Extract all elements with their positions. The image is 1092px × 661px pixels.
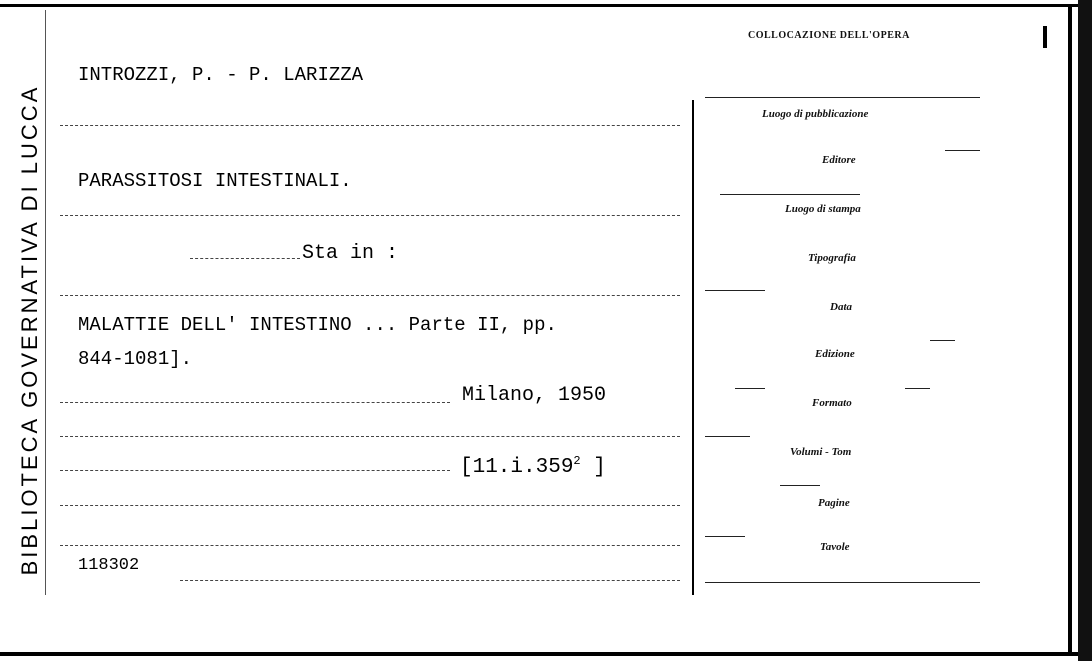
bottom-border — [0, 652, 1092, 656]
source-line-1: MALATTIE DELL' INTESTINO ... Parte II, pp. — [78, 314, 557, 336]
field-line — [735, 388, 765, 389]
inventory-number: 118302 — [78, 556, 140, 575]
field-editore: Editore — [822, 154, 856, 166]
field-tavole: Tavole — [820, 541, 850, 553]
field-line — [930, 340, 955, 341]
guide-line — [60, 545, 680, 546]
field-luogo-stampa: Luogo di stampa — [785, 203, 861, 215]
field-line — [720, 194, 860, 195]
guide-line — [60, 125, 680, 126]
field-line — [780, 485, 820, 486]
guide-line — [60, 470, 450, 471]
column-divider — [692, 100, 694, 595]
authors: INTROZZI, P. - P. LARIZZA — [78, 64, 364, 86]
field-line — [705, 436, 750, 437]
guide-line — [190, 258, 300, 259]
field-line — [945, 150, 980, 151]
guide-line — [60, 436, 680, 437]
place-year: Milano, 1950 — [462, 384, 607, 407]
field-line — [705, 97, 980, 98]
guide-line — [60, 402, 450, 403]
left-margin-line — [45, 10, 46, 595]
source-line-2: 844-1081]. — [78, 348, 193, 370]
title: PARASSITOSI INTESTINALI. — [78, 170, 352, 192]
field-line — [705, 536, 745, 537]
collocation-mark — [1043, 26, 1047, 48]
field-line — [705, 290, 765, 291]
field-volumi: Volumi - Tom — [790, 446, 852, 458]
sta-in-label: Sta in : — [302, 242, 399, 265]
shelfmark-close: ] — [593, 456, 606, 479]
guide-line — [60, 215, 680, 216]
shelfmark — [460, 454, 606, 479]
right-edge — [1078, 0, 1092, 661]
field-luogo-pubblicazione: Luogo di pubblicazione — [762, 108, 869, 120]
field-tipografia: Tipografia — [808, 252, 856, 264]
guide-line — [60, 295, 680, 296]
field-formato: Formato — [812, 397, 852, 409]
field-data: Data — [830, 301, 852, 313]
shelfmark-sup: 2 — [573, 454, 581, 468]
top-border — [0, 4, 1092, 7]
library-name: BIBLIOTECA GOVERNATIVA DI LUCCA — [17, 84, 42, 576]
collocation-header: COLLOCAZIONE DELL'OPERA — [748, 30, 910, 41]
field-pagine: Pagine — [818, 497, 850, 509]
field-line — [705, 582, 980, 583]
shelfmark-main: [11.i.359 — [460, 456, 574, 479]
field-line — [905, 388, 930, 389]
right-border — [1068, 4, 1072, 656]
field-edizione: Edizione — [815, 348, 855, 360]
guide-line — [180, 580, 680, 581]
guide-line — [60, 505, 680, 506]
